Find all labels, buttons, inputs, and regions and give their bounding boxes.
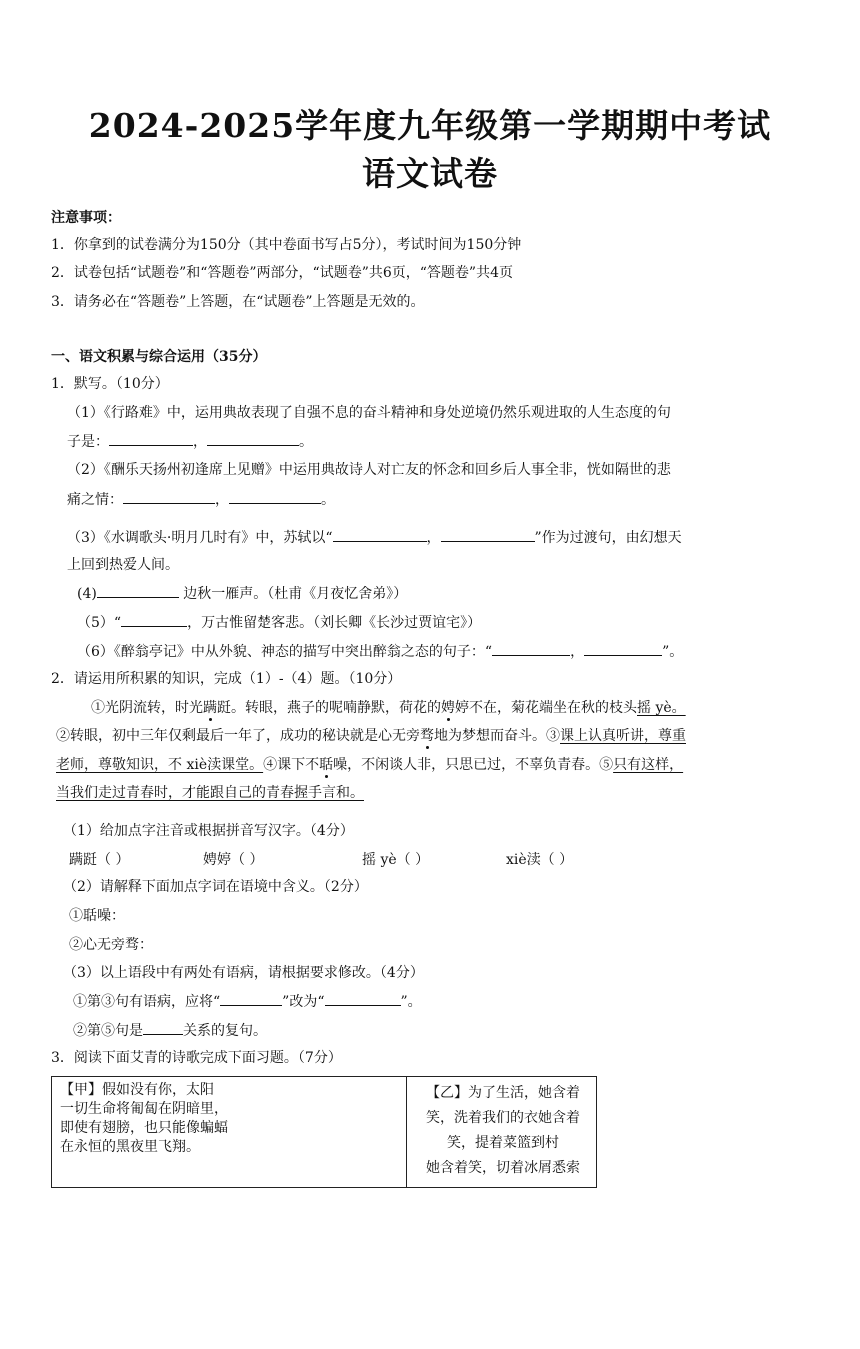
q1-s2-line1: （2）《酬乐天扬州初逢席上见赠》中运用典故诗人对亡友的怀念和回乡后人事全非，恍如隔世的悲 [67,462,671,478]
q1-s5-suffix: ，万古惟留楚客悲。（刘长卿《长沙过贾谊宅》） [187,615,482,631]
q2-label: 2．请运用所积累的知识，完成（1）-（4）题。（10分） [51,671,402,687]
poem-divider [406,1077,407,1187]
underlined-text: 老师，尊敬知识，不 xiè渎课堂。 [56,757,264,773]
underlined-text: 摇 yè。 [637,700,686,716]
q1-s4-blank[interactable] [97,583,179,598]
q2-sub1-item-1: 蹒跹（ ） [69,852,130,868]
q1-s3-sep: ， [426,530,441,546]
underlined-text: 当我们走过青春时，才能跟自己的青春握手言和。 [56,785,364,801]
q2-para-text: ②转眼，初中三年仅剩最后一年了，成功的秘诀就是心无旁 [56,728,420,744]
q1-s5 [77,612,481,633]
q1-s3-blank-b[interactable] [441,527,535,542]
poem-yi-line: 笑，洗着我们的衣她含着 [426,1110,580,1126]
q1-s3-blank-a[interactable] [333,527,427,542]
q2-sub3-blank-c[interactable] [143,1020,183,1035]
exam-title-line2: 语文试卷 [362,154,498,193]
q2-sub2: （2）请解释下面加点字词在语境中含义。（2分） [63,879,368,895]
poem-jia-line: 在永恒的黑夜里飞翔。 [60,1139,200,1155]
q2-sub3-a-prefix: ①第③句有语病，应将“ [73,994,221,1010]
q2-para-text: ④课下不 [263,757,320,773]
q2-sub3-blank-b[interactable] [325,991,401,1006]
q2-para-line4 [56,783,364,803]
q1-s3-line1 [67,527,682,548]
notice-item-1: 1．你拿到的试卷满分为150分（其中卷面书写占5分），考试时间为150分钟 [51,237,522,253]
dotted-char: 聒 [319,757,334,773]
q2-para-line1 [91,698,686,718]
q2-sub2-b: ②心无旁骛： [69,937,153,953]
q1-s4 [77,583,407,604]
q2-sub1-item-4: xiè渎（ ） [506,852,574,868]
q1-s3-prefix: （3）《水调歌头·明月几时有》中，苏轼以“ [67,530,333,546]
q1-label: 1．默写。（10分） [51,376,169,392]
q1-s2-blank-a[interactable] [123,489,215,504]
q2-para-text: 婷不在，菊花端坐在秋的枝头 [455,700,637,716]
underlined-text: 只有这样， [613,757,684,773]
poem-yi-line: 她含着笑，切着冰屑悉索 [426,1160,580,1176]
poem-jia-line: 一切生命将匍匐在阴暗里， [60,1101,228,1117]
q2-sub3-a-end: ”。 [400,994,422,1010]
q2-sub1: （1）给加点字注音或根据拼音写汉字。（4分） [63,823,354,839]
q2-sub1-item-3: 摇 yè（ ） [362,852,430,868]
q1-s4-prefix: (4) [77,586,97,602]
q3-label: 3．阅读下面艾青的诗歌完成下面习题。（7分） [51,1050,342,1066]
notice-heading: 注意事项： [51,210,121,226]
q1-s5-prefix: （5）“ [77,615,122,631]
q1-s6-blank-b[interactable] [584,641,662,656]
poem-jia-line: 即使有翅膀，也只能像蝙蝠 [60,1120,228,1136]
q2-sub3-blank-a[interactable] [220,991,282,1006]
q2-sub1-item-2: 娉婷（ ） [203,852,264,868]
q1-s1-blank-a[interactable] [109,431,193,446]
q1-s1-sep: ， [193,434,207,450]
underlined-text: 课上认真听讲，尊重 [560,728,686,744]
q1-s2-end: 。 [321,492,335,508]
q2-sub3-b-prefix: ②第⑤句是 [73,1023,143,1039]
q1-s5-blank[interactable] [121,612,187,627]
q2-sub3-b-suffix: 关系的复句。 [183,1023,267,1039]
q2-sub3: （3）以上语段中有两处有语病，请根据要求修改。（4分） [63,965,424,981]
q2-sub3-b [73,1020,267,1041]
q1-s2-blank-b[interactable] [229,489,321,504]
q2-para-line3 [56,755,683,775]
dotted-char: 蹒 [203,700,217,716]
exam-title-line1: 2024-2025学年度九年级第一学期期中考试 [88,106,772,145]
q2-para-text: 噪，不闲谈人非，只思已过，不辜负青春。⑤ [333,757,614,773]
q1-s6-prefix: （6）《醉翁亭记》中从外貌、神态的描写中突出醉翁之态的句子：“ [77,644,493,660]
q2-sub2-a: ①聒噪： [69,908,125,924]
q2-para-text: ①光阴流转，时光 [91,700,203,716]
q1-s6-end: ”。 [662,644,684,660]
q2-para-line2 [56,726,686,746]
q1-s4-suffix: 边秋一雁声。（杜甫《月夜忆舍弟》） [178,586,408,602]
dotted-char: 骛 [420,728,434,744]
poem-yi-line: 笑，提着菜篮到村 [447,1135,559,1151]
section1-heading: 一、语文积累与综合运用（35分） [51,349,267,365]
q1-s1-end: 。 [299,434,313,450]
q2-sub3-a-mid: ”改为“ [282,994,325,1010]
q1-s2-sep: ， [215,492,229,508]
dotted-char: 娉 [441,700,455,716]
q2-para-text: 地为梦想而奋斗。③ [434,728,560,744]
poem-yi-line: 【乙】为了生活，她含着 [426,1085,580,1101]
notice-item-2: 2．试卷包括“试题卷”和“答题卷”两部分，“试题卷”共6页，“答题卷”共4页 [51,265,513,281]
q1-s6-sep: ， [570,644,585,660]
q1-s6 [77,641,683,662]
q1-s3-line2: 上回到热爱人间。 [67,557,179,573]
q1-s1-line1: （1）《行路难》中，运用典故表现了自强不息的奋斗精神和身处逆境仍然乐观进取的人生态度的句 [67,405,671,421]
q1-s1-line2 [67,431,313,452]
q1-s3-suffix: ”作为过渡句，由幻想天 [534,530,682,546]
q1-s2-prefix: 痛之情： [67,492,123,508]
poem-table [51,1076,597,1188]
notice-item-3: 3．请务必在“答题卷”上答题，在“试题卷”上答题是无效的。 [51,294,425,310]
poem-jia-line: 【甲】假如没有你，太阳 [60,1082,214,1098]
q2-sub3-a [73,991,422,1012]
poem-yi [410,1081,596,1181]
q1-s1-blank-b[interactable] [207,431,299,446]
q1-s1-prefix: 子是： [67,434,109,450]
q1-s6-blank-a[interactable] [492,641,570,656]
poem-jia [60,1081,228,1157]
q2-para-text: 跹。转眼，燕子的呢喃静默，荷花的 [217,700,441,716]
q1-s2-line2 [67,489,335,510]
